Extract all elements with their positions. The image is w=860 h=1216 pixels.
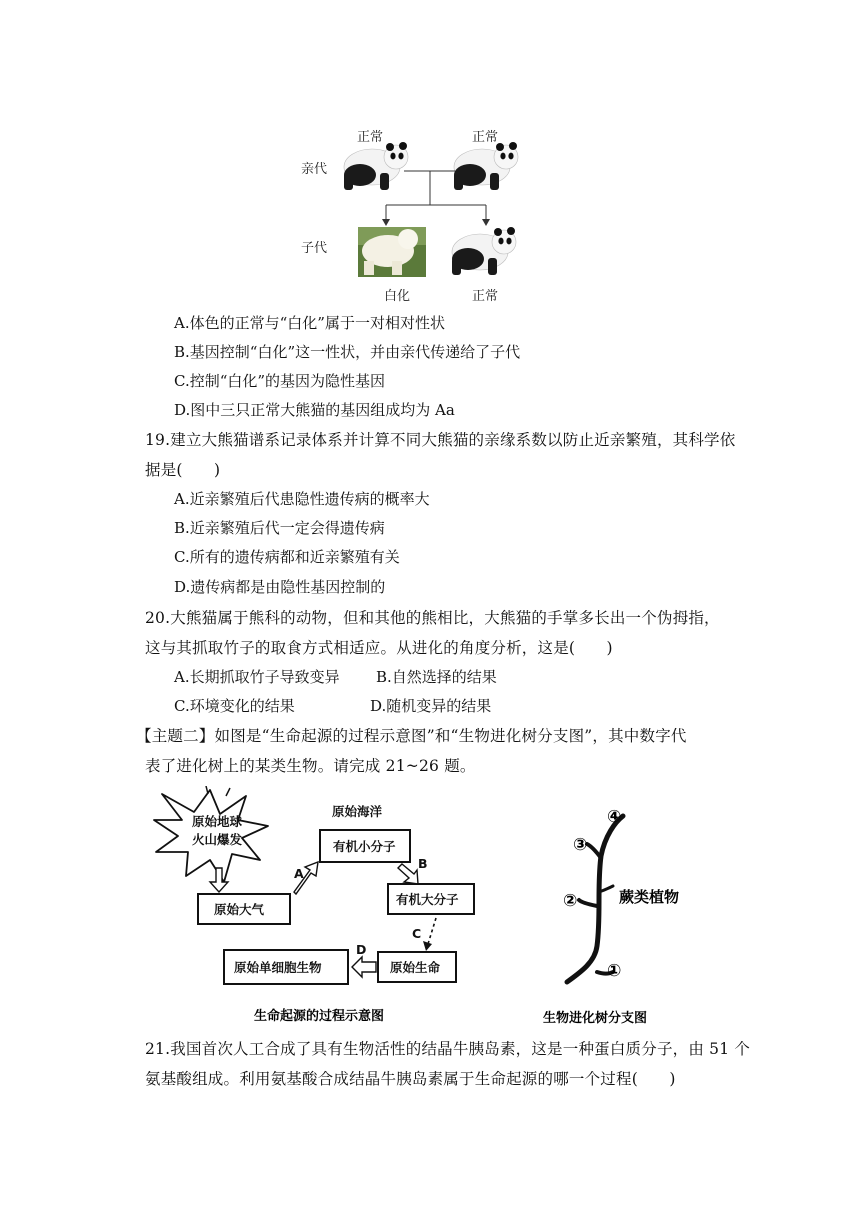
primitive-life-text: 原始生命 — [390, 960, 441, 975]
small-molecules-text: 有机小分子 — [333, 839, 396, 854]
primitive-atmosphere-text: 原始大气 — [214, 902, 265, 917]
q20-option-a: A.长期抓取竹子导致变异 — [174, 668, 340, 686]
topic2-line2: 表了进化树上的某类生物。请完成 21~26 题。 — [145, 757, 476, 775]
tree-diagram-caption: 生物进化树分支图 — [543, 1011, 648, 1026]
evolution-tree-diagram — [535, 796, 705, 1031]
q20-stem-line1: 20.大熊猫属于熊科的动物，但和其他的熊相比，大熊猫的手掌多长出一个伪拇指， — [145, 609, 720, 627]
arrow-b-label: B — [418, 856, 428, 871]
arrow-d — [352, 957, 376, 977]
parent-left-label: 正常 — [357, 130, 384, 145]
arrow-c-label: C — [412, 926, 422, 941]
child-right-label: 正常 — [472, 289, 499, 304]
q19-option-a: A.近亲繁殖后代患隐性遗传病的概率大 — [174, 490, 430, 508]
panda-parent-left-image — [344, 142, 408, 190]
volcano-text-line1: 原始地球 — [192, 814, 243, 829]
volcano-text-line2: 火山爆发 — [192, 832, 243, 847]
q19-stem-line1: 19.建立大熊猫谱系记录体系并计算不同大熊猫的亲缘系数以防止近亲繁殖，其科学依 — [145, 431, 736, 449]
q21-stem-line1: 21.我国首次人工合成了具有生物活性的结晶牛胰岛素，这是一种蛋白质分子，由 51 个 — [145, 1040, 751, 1058]
origin-of-life-diagram — [150, 786, 490, 1031]
node-1: ① — [607, 961, 622, 981]
child-left-label: 白化 — [384, 289, 411, 304]
large-molecules-text: 有机大分子 — [396, 892, 459, 907]
parent-right-label: 正常 — [472, 130, 499, 145]
q18-option-b: B.基因控制“白化”这一性状，并由亲代传递给了子代 — [174, 343, 521, 361]
primitive-ocean-label: 原始海洋 — [332, 804, 383, 819]
node-3: ③ — [573, 835, 588, 855]
arrow-d-label: D — [356, 942, 367, 957]
origin-diagram-caption: 生命起源的过程示意图 — [254, 1009, 385, 1024]
arrow-a-label: A — [294, 866, 304, 881]
node-4: ④ — [607, 807, 622, 827]
q18-option-c: C.控制“白化”的基因为隐性基因 — [174, 372, 386, 390]
q20-option-b: B.自然选择的结果 — [376, 668, 497, 686]
topic2-line1: 【主题二】如图是“生命起源的过程示意图”和“生物进化树分支图”，其中数字代 — [136, 727, 687, 745]
panda-pedigree-drawing — [330, 135, 540, 285]
q18-option-a: A.体色的正常与“白化”属于一对相对性状 — [174, 314, 445, 332]
q20-option-d: D.随机变异的结果 — [370, 697, 492, 715]
albino-panda-photo — [358, 227, 426, 277]
q20-stem-line2: 这与其抓取竹子的取食方式相适应。从进化的角度分析，这是( ) — [145, 639, 613, 657]
parent-generation-label: 亲代 — [301, 162, 328, 177]
arrow-b — [398, 864, 418, 884]
q19-option-b: B.近亲繁殖后代一定会得遗传病 — [174, 519, 385, 537]
fern-label: 蕨类植物 — [619, 888, 680, 906]
q18-option-d: D.图中三只正常大熊猫的基因组成均为 Aa — [174, 401, 455, 419]
single-cell-text: 原始单细胞生物 — [234, 960, 322, 975]
child-generation-label: 子代 — [301, 241, 328, 256]
panda-parent-right-image — [454, 142, 518, 190]
panda-child-right-image — [452, 227, 516, 275]
q19-option-c: C.所有的遗传病都和近亲繁殖有关 — [174, 548, 400, 566]
q19-option-d: D.遗传病都是由隐性基因控制的 — [174, 578, 386, 596]
node-2: ② — [563, 891, 578, 911]
q19-stem-line2: 据是( ) — [145, 461, 221, 479]
q21-stem-line2: 氨基酸组成。利用氨基酸合成结晶牛胰岛素属于生命起源的哪一个过程( ) — [145, 1070, 676, 1088]
q20-option-c: C.环境变化的结果 — [174, 697, 295, 715]
